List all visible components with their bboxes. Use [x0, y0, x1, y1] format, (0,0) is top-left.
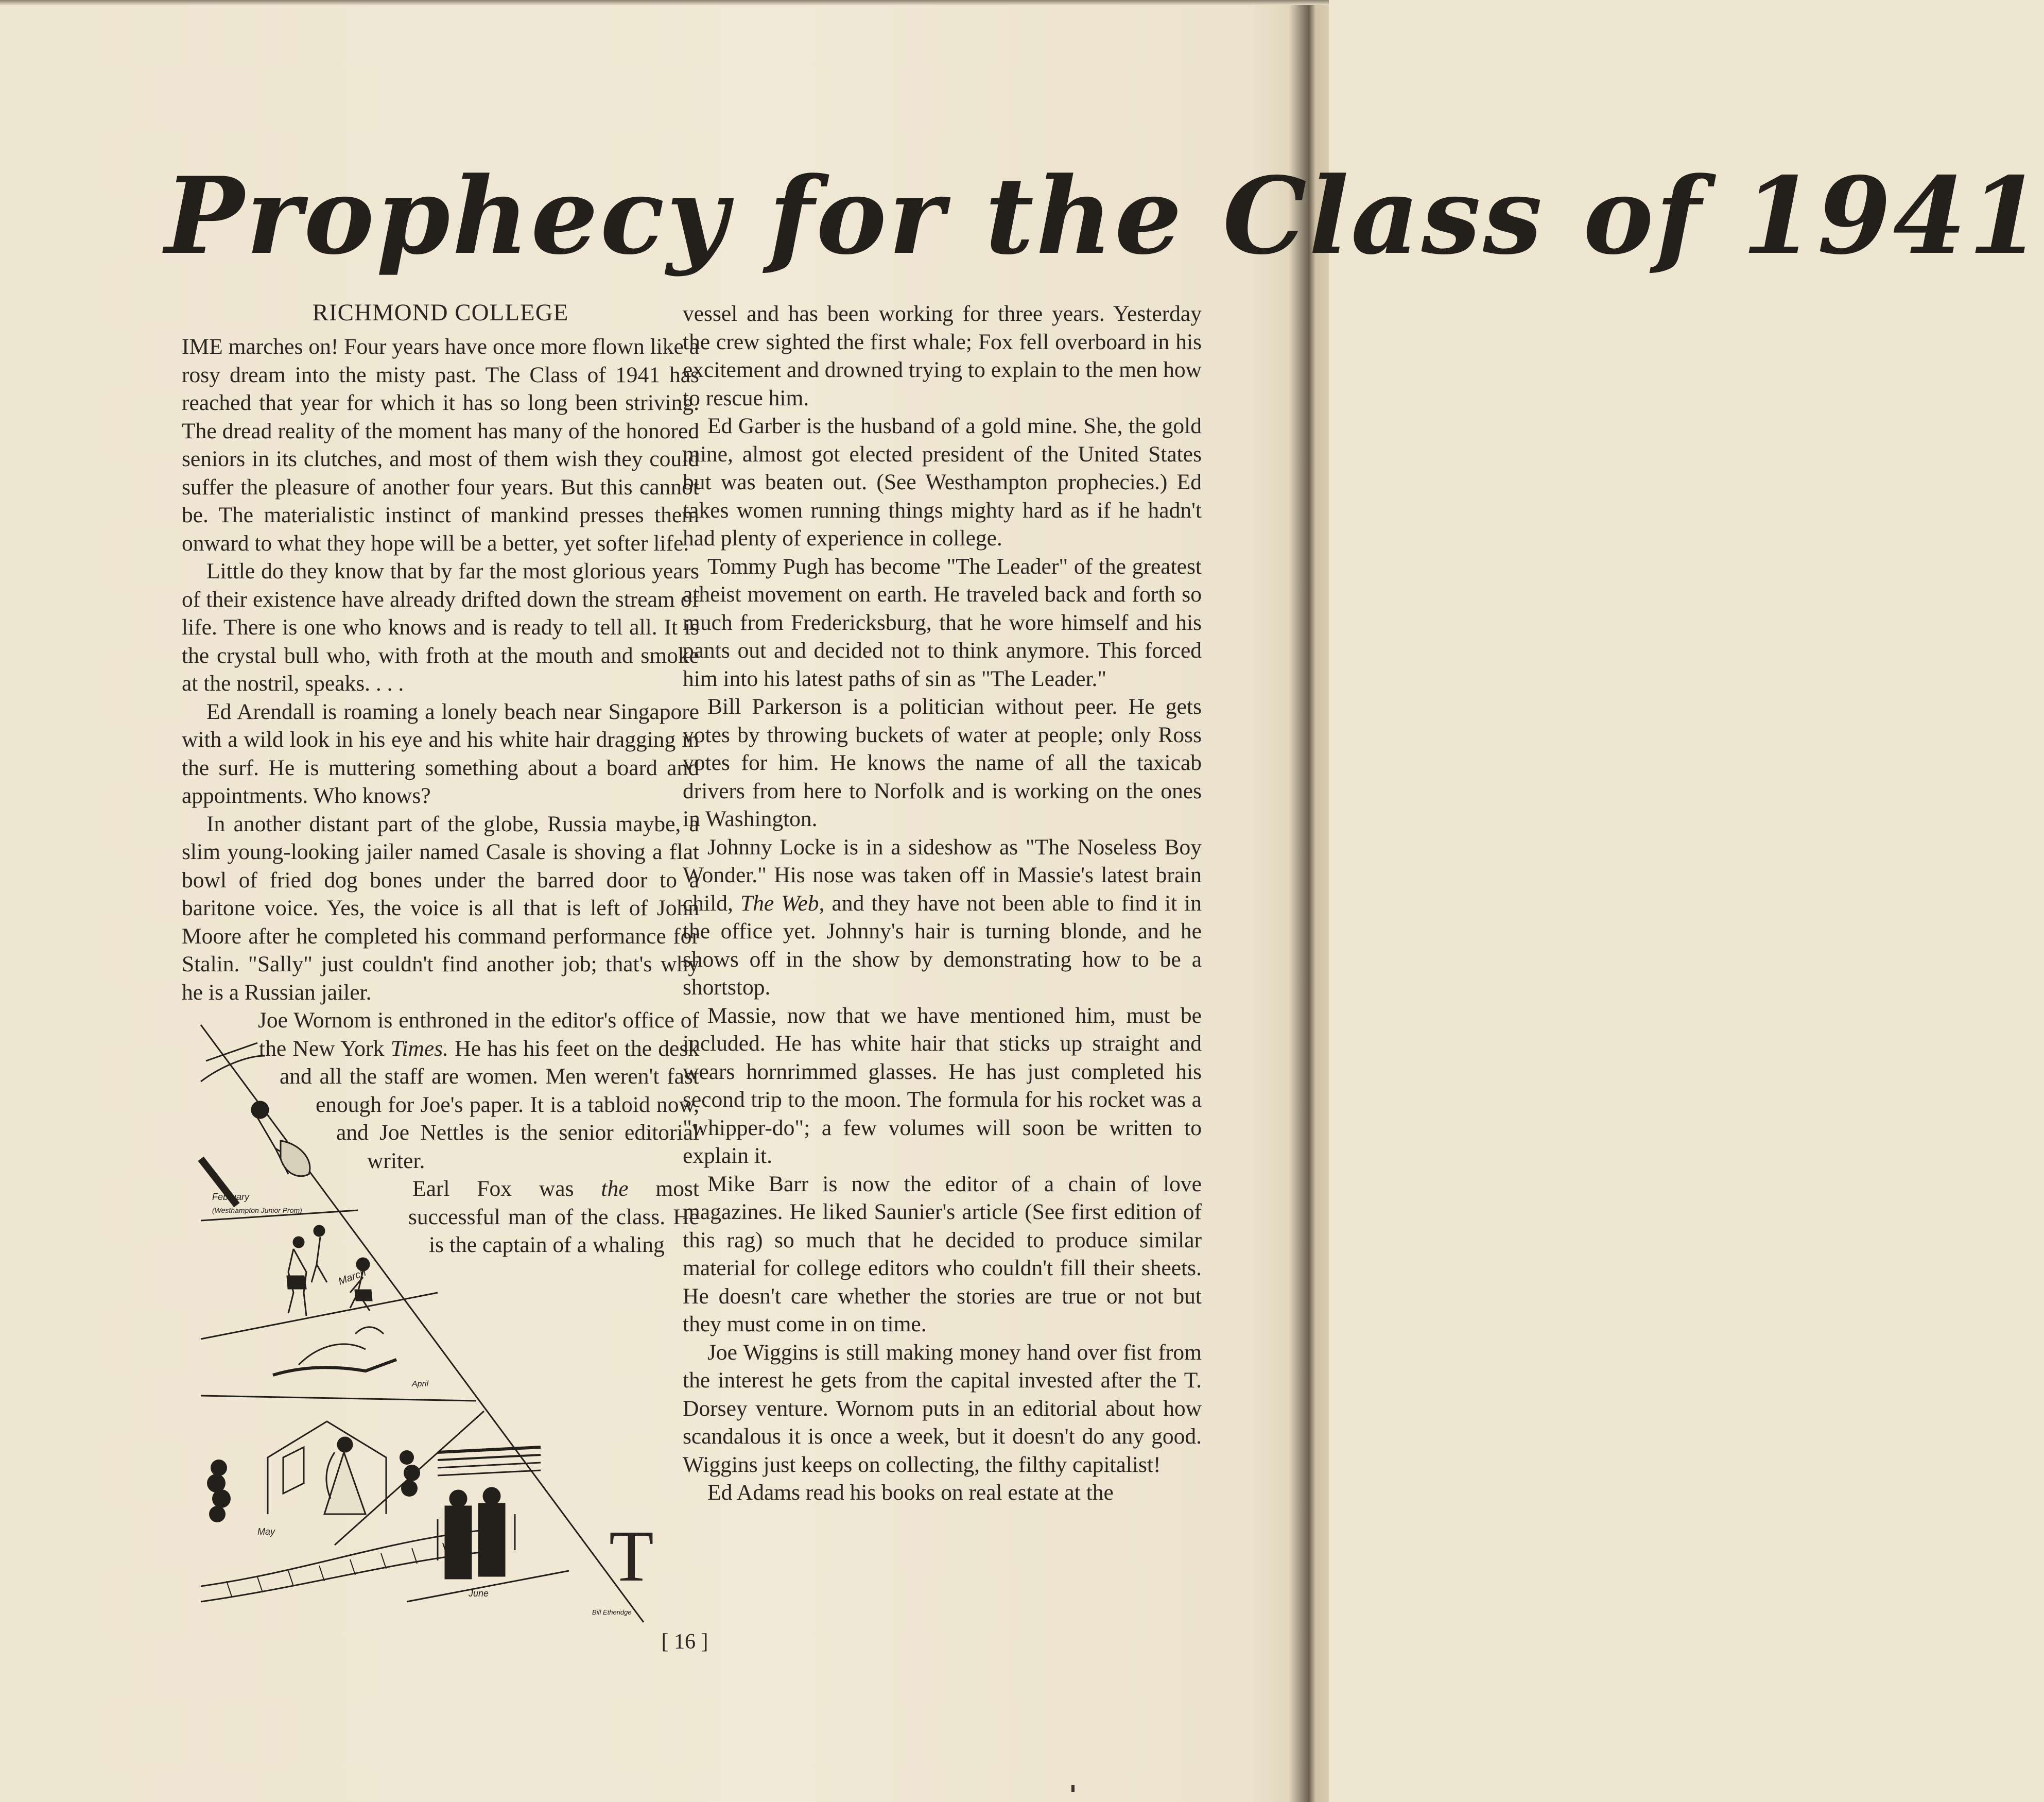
paragraph: Bill Parkerson is a politician without peer. He gets votes by throwing buckets of water at people; only Ross votes for him. He knows the name of all the taxicab drivers from here to Norfolk and is working on the ones in Washington.	[683, 694, 1202, 831]
paragraph-text: IME marches on! Four years have once more flown like a rosy dream into the misty past. The Class of 1941 has reached that year for which it has so long been striving. The dread reality of the moment has many of the honored seniors in its clutches, and most of them wish they could suffer the pleasure of another four years. But this cannot be. The materialistic instinct of mankind presses them onward to what they hope will be a better, yet softer life.	[182, 334, 699, 556]
paragraph: Ed Adams read his books on real estate at the	[707, 1480, 1114, 1505]
label-june: June	[469, 1588, 489, 1599]
label-february: February	[212, 1192, 250, 1202]
section-heading: RICHMOND COLLEGE	[312, 299, 569, 326]
paragraph-text: and they have not been able to find it in the office yet. Johnny's hair is turning blonde, and he shows off in the show by demonstrating how to be a shortstop.	[683, 890, 1202, 1000]
label-february-sub: (Westhampton Junior Prom)	[212, 1206, 302, 1214]
drop-cap: T	[609, 1515, 654, 1597]
divider-line	[201, 1396, 476, 1401]
graduates-figures	[438, 1447, 541, 1578]
label-april: April	[412, 1380, 429, 1388]
bride-in-doorway	[268, 1421, 386, 1514]
bushes	[207, 1450, 420, 1522]
swimmer-figure	[273, 1360, 396, 1375]
print-mark	[1071, 1785, 1075, 1792]
publication-title: The Web,	[740, 890, 825, 916]
artist-signature: Bill Etheridge	[592, 1608, 632, 1616]
paragraph: Joe Wiggins is still making money hand over fist from the interest he gets from the capital invested after the T. Dorsey venture. Wornom puts in an editorial about how scandalous it is once a week, but it doesn't do any good. Wiggins just keeps on collecting, the filthy capitalist!	[683, 1340, 1202, 1477]
newspaper-title: Times.	[390, 1036, 448, 1061]
paragraph: Massie, now that we have mentioned him, must be included. He has white hair that sticks up straight and wears hornrimmed glasses. He has just completed his second trip to the moon. The formula for his rocket was a "whipper-do"; a few volumes will soon be written to explain it.	[683, 1003, 1202, 1168]
paragraph-text: Earl Fox was	[412, 1176, 574, 1201]
label-march: March	[337, 1267, 368, 1288]
page-number: [ 16 ]	[661, 1630, 708, 1654]
paragraph: vessel and has been working for three years. Yesterday the crew sighted the first whale; Fox fell overboard in his excitement and drowned trying to explain to the men how to rescue him.	[683, 301, 1202, 410]
paragraph: Mike Barr is now the editor of a chain of love magazines. He liked Saunier's article (See first edition of this rag) so much that he decided to produce similar material for college editors who couldn't fill their sheets. He doesn't care whether the stories are true or not but they must come in on time.	[683, 1171, 1202, 1336]
page-top-edge	[0, 0, 1329, 5]
divider-line	[201, 1293, 438, 1339]
ground-hatching	[227, 1543, 448, 1597]
page-title: Prophecy for the Class of 1941	[165, 155, 2044, 278]
label-may: May	[257, 1526, 275, 1537]
paragraph-text: most successful man of the class. He is the captain of a whaling	[408, 1176, 699, 1257]
swim-arc	[299, 1344, 366, 1365]
skier-figure	[252, 1102, 310, 1176]
calendar-illustration	[180, 1004, 664, 1633]
paragraph-text: Joe Wornom is enthroned in the editor's office of the New York	[258, 1008, 699, 1061]
paragraph-text: He has his feet on the desk and all the staff are women. Men weren't fast enough for Joe's paper. It is a tabloid now, and Joe Nettles is the senior editorial writer.	[280, 1036, 700, 1173]
right-column	[683, 300, 1202, 1507]
emphasis: the	[601, 1176, 629, 1201]
paragraph: Ed Garber is the husband of a gold mine. She, the gold mine, almost got elected president of the United States but was beaten out. (See Westhampton prophecies.) Ed takes women running things mighty hard as if he hadn't had plenty of experience in college.	[683, 414, 1202, 551]
paragraph-text: Johnny Locke is in a sideshow as "The Noseless Boy Wonder." His nose was taken off in Massie's latest brain child,	[683, 834, 1202, 916]
paragraph: In another distant part of the globe, Russia maybe, a slim young-looking jailer named Casale is shoving a flat bowl of fried dog bones under the barred door to a baritone voice. Yes, the voice is all that is left of John Moore after he completed his command performance for Stalin. "Sally" just couldn't find another job; that's why he is a Russian jailer.	[182, 811, 699, 1005]
paragraph	[683, 833, 1202, 1002]
paragraph: Ed Arendall is roaming a lonely beach near Singapore with a wild look in his eye and his white hair dragging in the surf. He is muttering something about a board and appointments. Who knows?	[182, 699, 699, 808]
swim-arc	[355, 1327, 384, 1334]
paragraph: Little do they know that by far the most glorious years of their existence have already drifted down the stream of life. There is one who knows and is ready to tell all. It is the crystal bull who, with froth at the mouth and smoke at the nostril, speaks. . . .	[182, 559, 699, 696]
paragraph: Tommy Pugh has become "The Leader" of the greatest atheist movement on earth. He traveled back and forth so much from Fredericksburg, that he wore himself and his pants out and decided not to think anymore. This forced him into his latest paths of sin as "The Leader."	[683, 554, 1202, 691]
